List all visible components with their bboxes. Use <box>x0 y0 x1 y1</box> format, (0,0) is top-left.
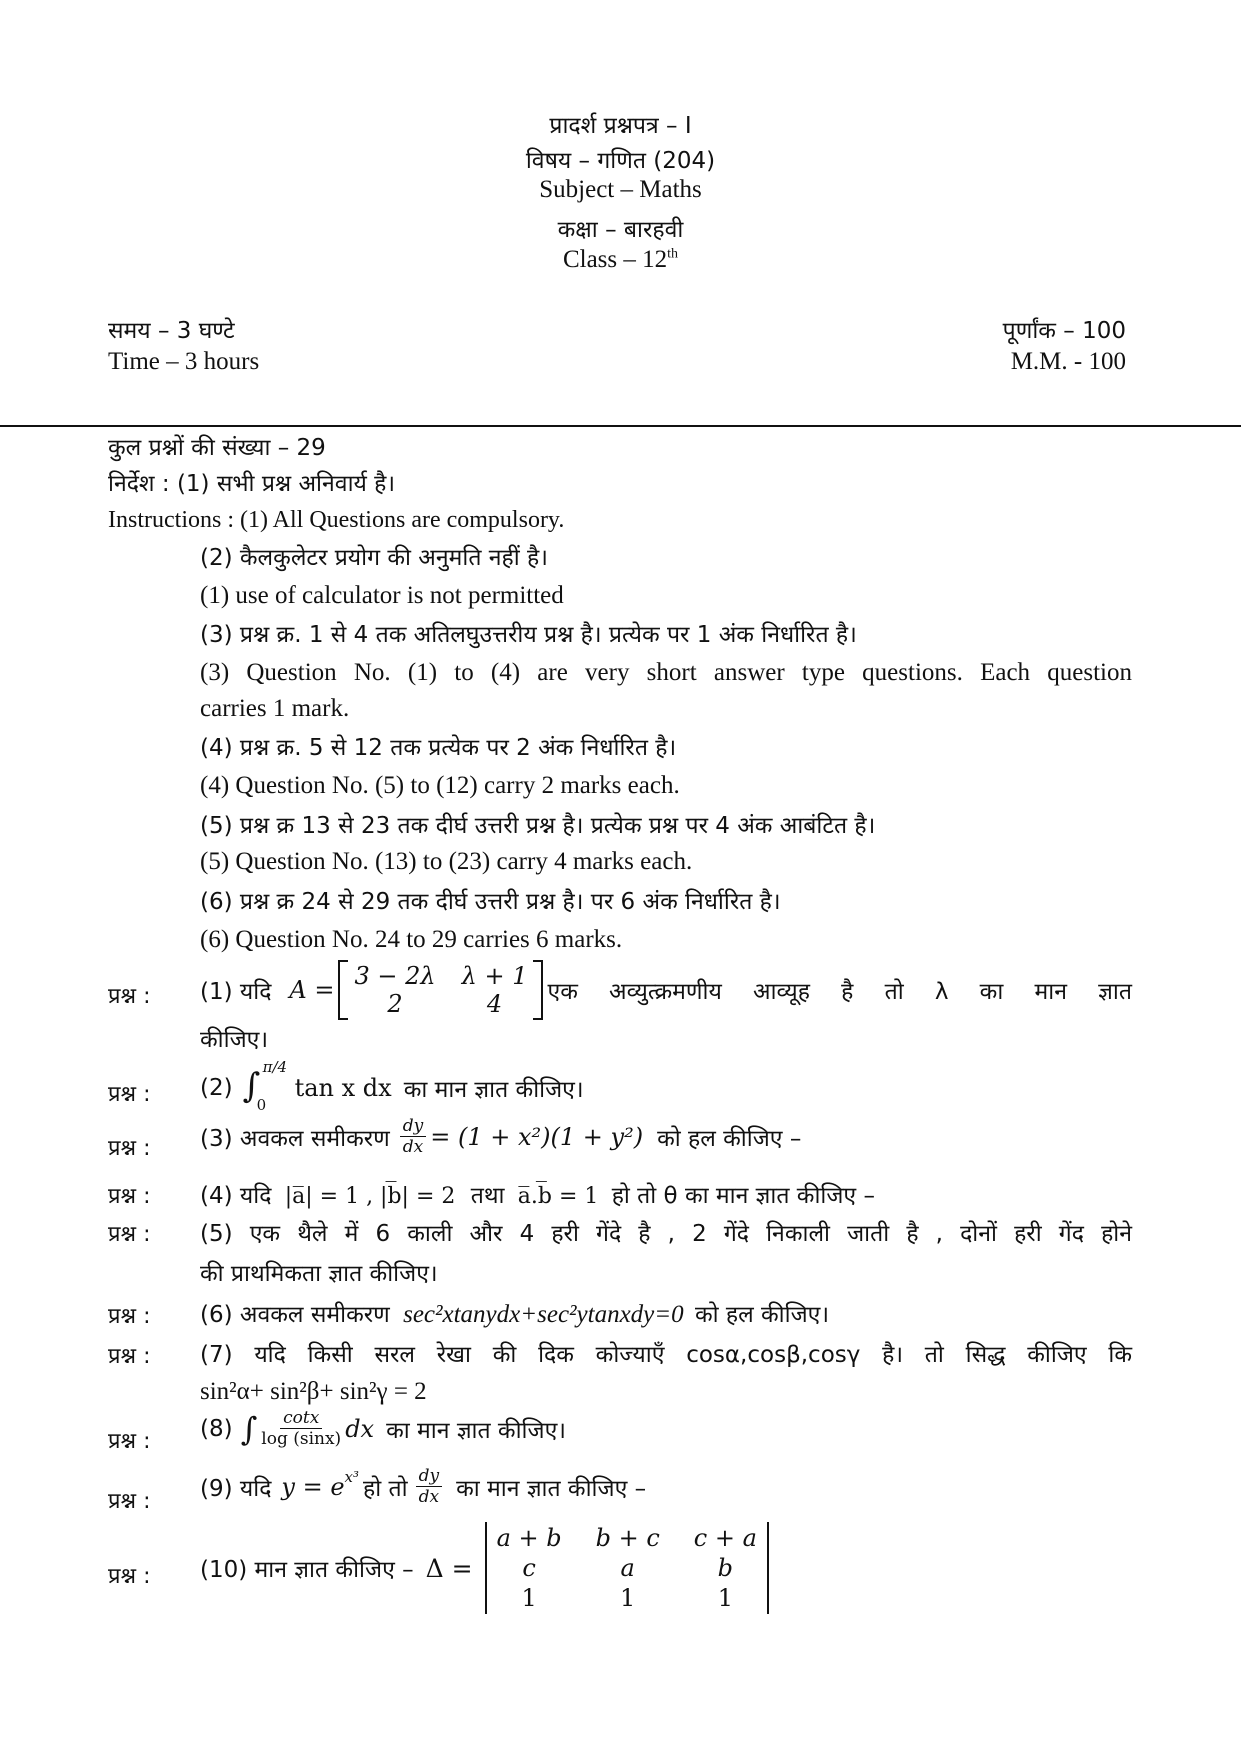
instruction-1-english: Instructions : (1) All Questions are compulsory. <box>108 507 565 533</box>
q10-lhs: Δ = <box>425 1553 473 1583</box>
q3-rhs: = (1 + x²)(1 + y²) <box>430 1122 644 1151</box>
instruction-4-hindi: (4) प्रश्न क्र. 5 से 12 तक प्रत्येक पर 2 अंक निर्धारित है। <box>200 735 677 761</box>
instruction-2-hindi: (2) कैलकुलेटर प्रयोग की अनुमति नहीं है। <box>200 545 548 571</box>
instruction-3-english: (3) Question No. (1) to (4) are very short answer type questions. Each question <box>200 659 1132 686</box>
time-english: Time – 3 hours <box>108 348 260 375</box>
instruction-5-english: (5) Question No. (13) to (23) carry 4 marks each. <box>200 848 693 875</box>
q3-prefix: (3) अवकल समीकरण <box>200 1125 390 1152</box>
header-divider <box>0 425 1241 427</box>
question-9 <box>200 1466 646 1507</box>
q6-expr: sec²xtanydx+sec²ytanxdy=0 <box>403 1301 684 1328</box>
question-1-cont: कीजिए। <box>200 1027 269 1053</box>
q2-prefix: (2) <box>200 1075 233 1101</box>
instruction-5-hindi: (5) प्रश्न क्र 13 से 23 तक दीर्घ उत्तरी प्रश्न है। प्रत्येक प्रश्न पर 4 अंक आबंटित है। <box>200 813 876 839</box>
instruction-2-english: (1) use of calculator is not permitted <box>200 582 564 609</box>
question-2 <box>200 1058 584 1114</box>
q1-m22: 4 <box>486 990 503 1018</box>
question-label-9: प्रश्न : <box>108 1489 151 1514</box>
q1-post: एक अव्युत्क्रमणीय आव्यूह है तो λ का मान ज्ञात <box>547 979 1132 1005</box>
q8-prefix: (8) <box>200 1415 233 1442</box>
q10-m13: c + a <box>693 1524 757 1552</box>
q1-matrix <box>338 960 543 1020</box>
q1-m11: 3 − 2λ <box>354 962 436 990</box>
instruction-6-hindi: (6) प्रश्न क्र 24 से 29 तक दीर्घ उत्तरी प्रश्न है। पर 6 अंक निर्धारित है। <box>200 889 781 915</box>
class-english-sup: th <box>667 246 679 262</box>
class-english <box>0 246 1241 274</box>
instruction-3-english-cont: carries 1 mark. <box>200 695 350 722</box>
q1-m12: λ + 1 <box>461 962 528 990</box>
question-label-7: प्रश्न : <box>108 1344 151 1369</box>
question-4 <box>200 1178 875 1210</box>
q10-m22: a <box>620 1554 635 1582</box>
q10-m31: 1 <box>521 1584 537 1612</box>
q1-matrix-left-bracket <box>338 960 348 1020</box>
q9-den: dx <box>418 1487 440 1507</box>
q4-post: हो तो θ का मान ज्ञात कीजिए – <box>611 1183 875 1209</box>
q10-m23: b <box>717 1554 734 1582</box>
q10-m32: 1 <box>620 1584 636 1612</box>
q8-post: का मान ज्ञात कीजिए। <box>386 1417 567 1444</box>
q2-post: का मान ज्ञात कीजिए। <box>403 1077 584 1103</box>
instruction-6-english: (6) Question No. 24 to 29 carries 6 marks. <box>200 926 623 953</box>
q4-expr: |a̅| = 1 , |b̅| = 2 <box>284 1184 456 1209</box>
marks-hindi: पूर्णांक – 100 <box>1002 318 1126 344</box>
q1-matrix-right-bracket <box>533 960 543 1020</box>
q3-den: dx <box>402 1137 424 1157</box>
class-hindi: कक्षा – बारहवी <box>557 217 684 243</box>
q8-dx: dx <box>345 1414 375 1443</box>
question-label-3: प्रश्न : <box>108 1136 151 1161</box>
q10-m12: b + c <box>595 1524 660 1552</box>
paper-title: प्रादर्श प्रश्नपत्र – I <box>549 113 692 139</box>
q10-right-bar <box>763 1522 769 1614</box>
question-label-6: प्रश्न : <box>108 1304 151 1329</box>
q8-den: log (sinx) <box>261 1429 342 1449</box>
q2-integral <box>242 1058 295 1114</box>
question-8 <box>200 1408 566 1449</box>
q2-upper-limit: π/4 <box>262 1058 288 1076</box>
class-english-text: Class – 12 <box>562 246 668 273</box>
question-5-cont: की प्राथमिकता ज्ञात कीजिए। <box>200 1261 438 1287</box>
question-3 <box>200 1116 801 1157</box>
q1-lhs: A = <box>289 976 335 1004</box>
q10-m11: a + b <box>496 1524 562 1552</box>
q9-exponent: x³ <box>344 1467 360 1486</box>
question-10 <box>200 1522 773 1614</box>
q4-expr2: a̅.b̅ = 1 <box>517 1184 599 1209</box>
q9-mid: हो तो <box>363 1475 408 1502</box>
q4-mid: तथा <box>470 1183 505 1209</box>
question-7: (7) यदि किसी सरल रेखा की दिक कोज्याएँ cosα,cosβ,cosγ है। तो सिद्ध कीजिए कि <box>200 1342 1132 1368</box>
q6-prefix: (6) अवकल समीकरण <box>200 1302 390 1328</box>
question-5: (5) एक थैले में 6 काली और 4 हरी गेंदे है , 2 गेंदे निकाली जाती है , दोनों हरी गेंद होने <box>200 1221 1132 1247</box>
instruction-3-hindi: (3) प्रश्न क्र. 1 से 4 तक अतिलघुउत्तरीय प्रश्न है। प्रत्येक पर 1 अंक निर्धारित है। <box>200 622 857 648</box>
q3-num: dy <box>400 1116 427 1137</box>
q9-expr: y = e <box>281 1472 345 1501</box>
q2-lower-limit: 0 <box>256 1096 267 1114</box>
q9-num: dy <box>416 1466 443 1487</box>
question-label-5: प्रश्न : <box>108 1222 151 1247</box>
q9-post: का मान ज्ञात कीजिए – <box>456 1475 647 1502</box>
q9-fraction <box>416 1466 443 1507</box>
total-questions: कुल प्रश्नों की संख्या – 29 <box>108 435 326 461</box>
instruction-1-hindi: निर्देश : (1) सभी प्रश्न अनिवार्य है। <box>108 471 396 497</box>
time-hindi: समय – 3 घण्टे <box>108 318 235 344</box>
question-label-8: प्रश्न : <box>108 1429 151 1454</box>
subject-english: Subject – Maths <box>539 176 702 203</box>
question-label-4: प्रश्न : <box>108 1184 151 1209</box>
q10-prefix: (10) मान ज्ञात कीजिए – <box>200 1557 414 1583</box>
q1-m21: 2 <box>387 990 403 1018</box>
question-label-1: प्रश्न : <box>108 984 151 1009</box>
q10-determinant <box>485 1522 769 1614</box>
question-6 <box>200 1297 829 1329</box>
question-label-2: प्रश्न : <box>108 1082 151 1107</box>
question-1 <box>200 960 1132 1020</box>
subject-hindi: विषय – गणित (204) <box>525 148 716 174</box>
marks-english: M.M. - 100 <box>1010 348 1126 375</box>
q1-prefix: (1) यदि <box>200 979 272 1005</box>
q3-fraction <box>400 1116 427 1157</box>
integral-sign-icon: ∫ <box>240 1409 258 1448</box>
instruction-4-english: (4) Question No. (5) to (12) carry 2 marks each. <box>200 772 680 799</box>
q3-post: को हल कीजिए – <box>657 1125 802 1152</box>
q6-post: को हल कीजिए। <box>694 1302 830 1328</box>
integral-sign-icon: ∫ <box>242 1066 261 1106</box>
q10-m21: c <box>522 1554 536 1582</box>
question-label-10: प्रश्न : <box>108 1564 151 1589</box>
q8-fraction <box>261 1408 341 1449</box>
q4-prefix: (4) यदि <box>200 1183 272 1209</box>
q10-m33: 1 <box>717 1584 733 1612</box>
q8-num: cotx <box>280 1408 322 1429</box>
q9-prefix: (9) यदि <box>200 1475 272 1502</box>
question-7-cont: sin²α+ sin²β+ sin²γ = 2 <box>200 1378 427 1405</box>
q2-expr: tan x dx <box>294 1074 392 1102</box>
